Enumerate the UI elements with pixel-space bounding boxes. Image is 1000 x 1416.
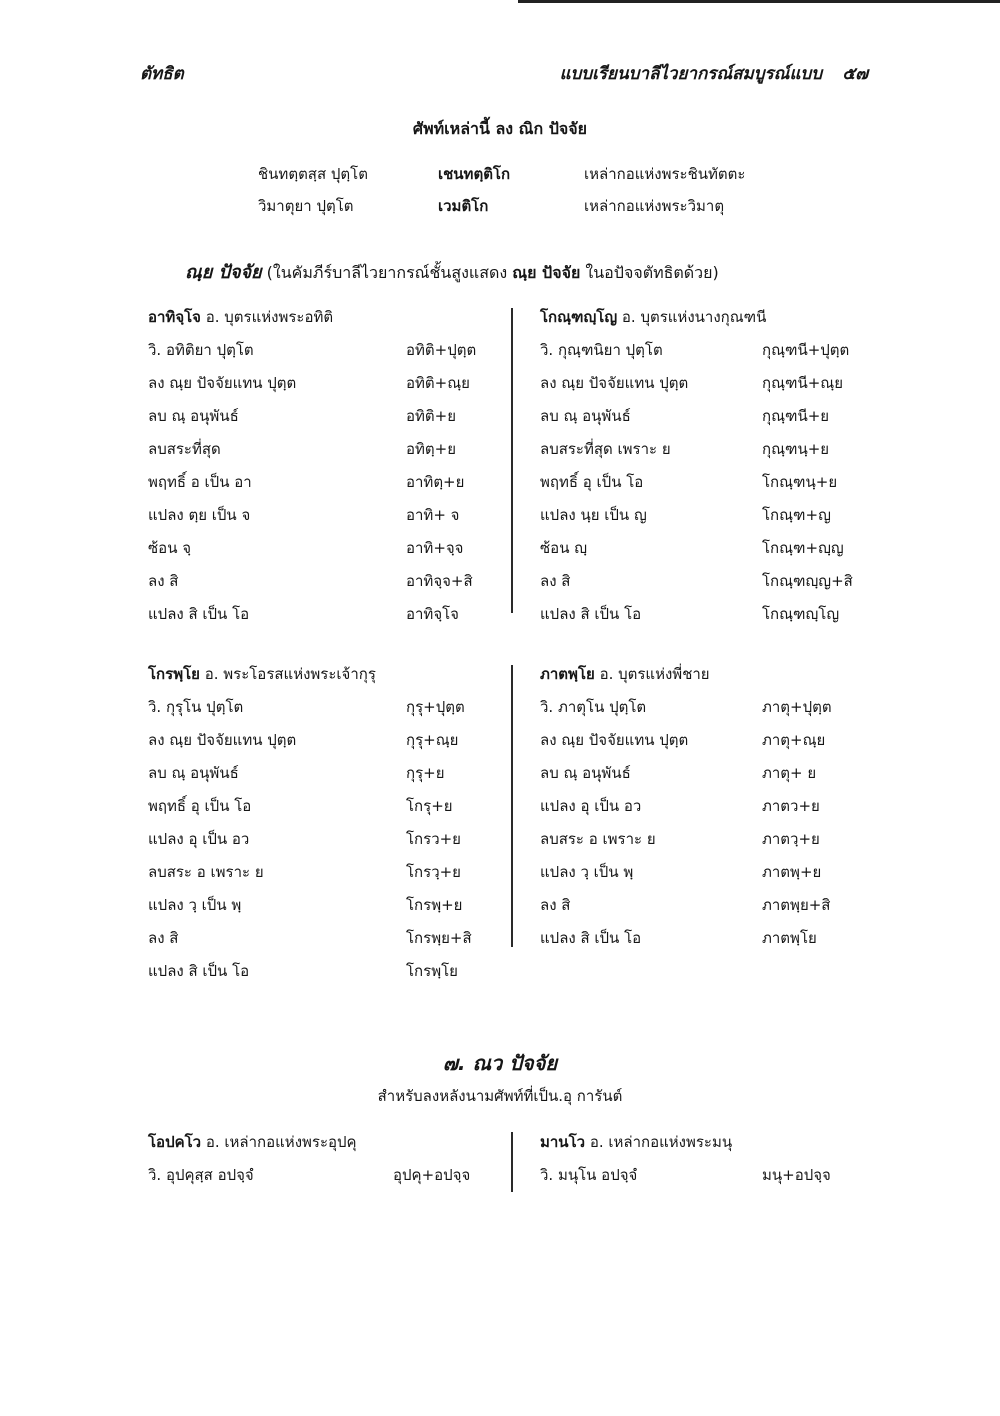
- step-form: ภาตพฺโย: [762, 929, 817, 947]
- block-heading: [540, 305, 766, 329]
- column-divider: [511, 1132, 513, 1192]
- step-form: โกณฺฑ+ญ: [762, 506, 831, 524]
- step-desc: วิ. อทิติยา ปุตฺโต: [148, 341, 254, 359]
- step-form: อาทิ+จฺจ: [406, 539, 464, 557]
- derivation-step: [540, 602, 840, 626]
- headword: ภาตพฺโย: [540, 665, 595, 683]
- headword-meaning: อ. บุตรแห่งพระอทิติ: [200, 308, 334, 326]
- derivation-step: [148, 503, 460, 527]
- step-form: อทิติ+ปุตฺต: [406, 341, 477, 359]
- step-desc: ลบสระ อ เพราะ ย: [540, 830, 656, 848]
- derivation-step: [540, 761, 817, 785]
- column-divider: [511, 665, 513, 947]
- nik-row: [0, 194, 1000, 216]
- derivation-step: [148, 893, 463, 917]
- step-form: กุรุ+ณฺย: [406, 731, 459, 749]
- step-form: ภาตุ+ปุตฺต: [762, 698, 832, 716]
- running-header-left: ตัทธิต: [140, 64, 184, 84]
- derivation-step: [148, 959, 458, 983]
- derivation-step: [540, 437, 830, 461]
- derivation-step: [148, 728, 459, 752]
- step-desc: วิ. ภาตุโน ปุตฺโต: [540, 698, 647, 716]
- nava-section-title: ๗. ณว ปัจจัย: [442, 1051, 558, 1075]
- headword: อาทิจฺโจ: [148, 308, 201, 326]
- step-form: อทิติ+ย: [406, 407, 456, 425]
- nik-section-title: ศัพท์เหล่านี้ ลง ณิก ปัจจัย: [412, 119, 588, 138]
- step-desc: ลง ณฺย ปัจจัยแทน ปุตฺต: [540, 731, 689, 749]
- running-header-title: แบบเรียนบาลีไวยากรณ์สมบูรณ์แบบ: [559, 64, 822, 84]
- step-desc: ลง ณฺย ปัจจัยแทน ปุตฺต: [148, 374, 297, 392]
- step-desc: แปลง นฺย เป็น ญ: [540, 506, 647, 524]
- nava-section-subtitle: สำหรับลงหลังนามศัพท์ที่เป็น.อุ การันต์: [377, 1087, 623, 1105]
- step-form: โกรุ+ย: [406, 797, 453, 815]
- step-desc: ลบ ณฺ อนุพันธ์: [148, 764, 239, 782]
- step-desc: แปลง อุ เป็น อว: [540, 797, 642, 815]
- nik-vigraha: ชินทตฺตสฺส ปุตฺโต: [258, 165, 368, 183]
- nya-note-bold: ณฺย ปัจจัย: [512, 263, 581, 282]
- nik-vigraha: วิมาตุยา ปุตฺโต: [258, 197, 354, 215]
- step-desc: ลบ ณฺ อนุพันธ์: [540, 407, 631, 425]
- step-desc: แปลง อุ เป็น อว: [148, 830, 250, 848]
- step-form: มนุ+อปจฺจ: [762, 1166, 831, 1184]
- step-form: กุณฺฑนี+ย: [762, 407, 830, 425]
- step-form: โกรพฺ+ย: [406, 896, 463, 914]
- step-form: โกณฺฑญฺโญ: [762, 605, 840, 623]
- step-desc: แปลง ตฺย เป็น จ: [148, 506, 251, 524]
- step-desc: ซ้อน ญฺ: [540, 539, 587, 557]
- nya-note-open: (ในคัมภีร์บาลีไวยากรณ์ชั้นสูงแสดง: [261, 263, 513, 282]
- derivation-step: [148, 470, 465, 494]
- step-desc: แปลง สิ เป็น โอ: [148, 962, 250, 980]
- step-desc: ลง สิ: [540, 572, 571, 590]
- step-form: กุรุ+ปุตฺต: [406, 698, 465, 716]
- step-form: ภาตว+ย: [762, 797, 820, 815]
- headword: มานโว: [540, 1133, 586, 1151]
- block-heading: [540, 662, 710, 686]
- step-form: โกณฺฑญฺญ+สิ: [762, 572, 853, 590]
- derivation-step: [540, 794, 820, 818]
- step-desc: แปลง สิ เป็น โอ: [540, 929, 642, 947]
- nik-meaning: เหล่ากอแห่งพระวิมาตุ: [584, 197, 725, 215]
- derivation-block-bhatabya: [540, 662, 860, 947]
- derivation-block-konnya: [540, 305, 860, 623]
- nik-meaning: เหล่ากอแห่งพระชินทัตตะ: [584, 165, 746, 183]
- block-heading: [148, 305, 333, 329]
- step-desc: พฤทธิ์ อุ เป็น โอ: [540, 473, 644, 491]
- derivation-step: [540, 926, 817, 950]
- derivation-step: [540, 470, 838, 494]
- step-desc: วิ. กุณฺฑนิยา ปุตฺโต: [540, 341, 663, 359]
- derivation-step: [148, 761, 445, 785]
- step-form: อทิตฺ+ย: [406, 440, 456, 458]
- block-heading: [148, 662, 376, 686]
- derivation-step: [540, 860, 822, 884]
- step-form: อุปคุ+อปจฺจ: [393, 1166, 471, 1184]
- step-form: โกรพฺย+สิ: [406, 929, 472, 947]
- nik-row: [0, 162, 1000, 184]
- step-desc: ลง สิ: [540, 896, 571, 914]
- derivation-step: [148, 536, 464, 560]
- derivation-block-manava: [540, 1130, 860, 1190]
- step-desc: ลบ ณฺ อนุพันธ์: [540, 764, 631, 782]
- derivation-step: [540, 1163, 831, 1187]
- headword-meaning: อ. เหล่ากอแห่งพระอุปคุ: [201, 1133, 357, 1151]
- step-desc: ลบสระที่สุด เพราะ ย: [540, 440, 671, 458]
- derivation-step: [148, 569, 473, 593]
- step-desc: ลบสระที่สุด: [148, 440, 221, 458]
- step-form: ภาตวฺ+ย: [762, 830, 820, 848]
- derivation-step: [540, 371, 843, 395]
- step-form: กุณฺฑนี+ณฺย: [762, 374, 843, 392]
- step-form: ภาตุ+ ย: [762, 764, 817, 782]
- nya-title-word: ณฺย ปัจจัย: [185, 262, 262, 283]
- step-form: กุณฺฑนฺ+ย: [762, 440, 830, 458]
- headword: โกรพฺโย: [148, 665, 200, 683]
- step-desc: วิ. กุรุโน ปุตฺโต: [148, 698, 244, 716]
- step-desc: พฤทธิ์ อุ เป็น โอ: [148, 797, 252, 815]
- derivation-block-korabya: [148, 662, 488, 980]
- derivation-block-opakava: [148, 1130, 488, 1190]
- top-rule: [518, 0, 1000, 3]
- step-form: กุรุ+ย: [406, 764, 445, 782]
- derivation-step: [540, 695, 832, 719]
- step-form: โกรพฺโย: [406, 962, 458, 980]
- derivation-block-adicca: [148, 305, 488, 623]
- derivation-step: [148, 1163, 471, 1187]
- derivation-step: [148, 695, 465, 719]
- headword-meaning: อ. พระโอรสแห่งพระเจ้ากุรุ: [199, 665, 376, 683]
- derivation-step: [540, 569, 853, 593]
- nik-word: เวมติโก: [438, 197, 489, 215]
- nya-note-close: ในอปัจจตัทธิตด้วย): [580, 263, 719, 282]
- step-form: ภาตพฺย+สิ: [762, 896, 831, 914]
- step-desc: ลง ณฺย ปัจจัยแทน ปุตฺต: [148, 731, 297, 749]
- step-desc: แปลง วฺ เป็น พฺ: [148, 896, 242, 914]
- derivation-step: [148, 926, 472, 950]
- step-desc: ลง สิ: [148, 929, 179, 947]
- step-desc: แปลง สิ เป็น โอ: [148, 605, 250, 623]
- step-desc: ลง สิ: [148, 572, 179, 590]
- page-number: ๕๗: [842, 64, 868, 84]
- derivation-step: [148, 794, 453, 818]
- derivation-step: [540, 338, 850, 362]
- headword: โอปคโว: [148, 1133, 202, 1151]
- step-desc: ลบสระ อ เพราะ ย: [148, 863, 264, 881]
- derivation-step: [148, 338, 477, 362]
- derivation-step: [148, 437, 456, 461]
- derivation-step: [540, 536, 844, 560]
- step-form: อทิติ+ณฺย: [406, 374, 470, 392]
- block-heading: [148, 1130, 357, 1154]
- headword: โกณฺฑญฺโญ: [540, 308, 618, 326]
- derivation-step: [540, 503, 831, 527]
- nya-section-title: [185, 257, 719, 286]
- step-desc: แปลง สิ เป็น โอ: [540, 605, 642, 623]
- step-form: ภาตุ+ณฺย: [762, 731, 826, 749]
- nik-word: เชนทตฺติโก: [438, 165, 511, 183]
- step-form: อาทิจฺจ+สิ: [406, 572, 473, 590]
- block-heading: [540, 1130, 732, 1154]
- step-desc: แปลง วฺ เป็น พฺ: [540, 863, 634, 881]
- headword-meaning: อ. เหล่ากอแห่งพระมนุ: [585, 1133, 733, 1151]
- derivation-step: [540, 728, 826, 752]
- derivation-step: [148, 602, 459, 626]
- derivation-step: [540, 827, 820, 851]
- step-desc: ลบ ณฺ อนุพันธ์: [148, 407, 239, 425]
- derivation-step: [540, 893, 831, 917]
- step-desc: วิ. มนุโน อปจฺจํ: [540, 1166, 638, 1184]
- derivation-step: [148, 371, 470, 395]
- step-form: อาทิตฺ+ย: [406, 473, 465, 491]
- step-desc: ลง ณฺย ปัจจัยแทน ปุตฺต: [540, 374, 689, 392]
- step-form: อาทิจฺโจ: [406, 605, 459, 623]
- derivation-step: [148, 404, 456, 428]
- column-divider: [511, 308, 513, 613]
- step-desc: พฤทธิ์ อ เป็น อา: [148, 473, 252, 491]
- derivation-step: [540, 404, 830, 428]
- derivation-step: [148, 827, 461, 851]
- step-form: กุณฺฑนี+ปุตฺต: [762, 341, 850, 359]
- step-desc: วิ. อุปคุสฺส อปจฺจํ: [148, 1166, 254, 1184]
- derivation-step: [148, 860, 461, 884]
- step-form: อาทิ+ จ: [406, 506, 460, 524]
- headword-meaning: อ. บุตรแห่งพี่ชาย: [594, 665, 710, 683]
- step-form: ภาตพฺ+ย: [762, 863, 822, 881]
- step-desc: ซ้อน จฺ: [148, 539, 192, 557]
- step-form: โกณฺฑนฺ+ย: [762, 473, 838, 491]
- headword-meaning: อ. บุตรแห่งนางกุณฑนี: [617, 308, 767, 326]
- step-form: โกรวฺ+ย: [406, 863, 461, 881]
- step-form: โกรว+ย: [406, 830, 461, 848]
- step-form: โกณฺฑ+ญฺญ: [762, 539, 844, 557]
